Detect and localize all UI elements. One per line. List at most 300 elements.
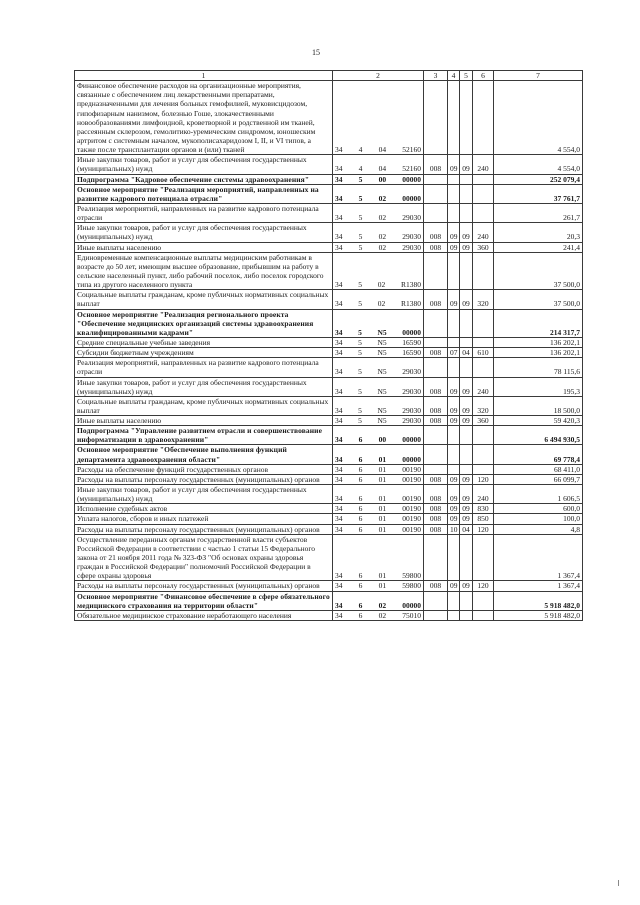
section-code (448, 426, 460, 445)
section-code (448, 81, 460, 155)
amount: 59 420,3 (494, 416, 583, 426)
section-code (448, 358, 460, 377)
code-program: 34 (335, 145, 343, 155)
subsection-code: 09 (460, 223, 473, 242)
row-name: Обязательное медицинское страхование неработающего населения (75, 610, 333, 620)
target-article-code (333, 309, 424, 337)
row-name: Расходы на выплаты персоналу государственных (муниципальных) органов (75, 581, 333, 591)
code-subprogram: 5 (358, 174, 363, 184)
row-name: Основное мероприятие "Финансовое обеспечение в сфере обязательного медицинского страхования на территории области" (75, 591, 333, 610)
row-name: Основное мероприятие "Реализация регионального проекта "Обеспечение медицинских организаций системы здравоохранения квалифицированными кадрами" (75, 309, 333, 337)
code-subprogram: 6 (358, 600, 363, 610)
subsection-code (460, 464, 473, 474)
code-program: 34 (335, 164, 343, 174)
amount: 20,3 (494, 223, 583, 242)
header-col-7: 7 (494, 71, 583, 81)
section-code: 07 (448, 348, 460, 358)
code-measure: 02 (378, 610, 387, 620)
code-program: 34 (335, 464, 343, 474)
amount: 37 761,7 (494, 184, 583, 203)
target-article-code (333, 223, 424, 242)
table-row (75, 474, 583, 484)
ministry-code: 008 (424, 242, 448, 252)
subsection-code: 09 (460, 504, 473, 514)
target-article-code (333, 416, 424, 426)
amount: 600,0 (494, 504, 583, 514)
code-program: 34 (335, 280, 343, 290)
table-row (75, 514, 583, 524)
code-direction: 29030 (402, 242, 421, 252)
code-direction: 00000 (402, 435, 421, 445)
code-subprogram: 4 (358, 164, 363, 174)
table-row (75, 203, 583, 222)
amount: 6 494 930,5 (494, 426, 583, 445)
ministry-code (424, 184, 448, 203)
code-program: 34 (335, 474, 343, 484)
subsection-code (460, 252, 473, 290)
code-subprogram: 4 (358, 145, 363, 155)
row-name: Иные закупки товаров, работ и услуг для обеспечения государственных (муниципальных) нужд (75, 223, 333, 242)
target-article-code (333, 581, 424, 591)
row-name: Единовременные компенсационные выплаты медицинским работникам в возрасте до 50 лет, имеющим высшее образование, прибывшим на работу в сельские населенный пункт, либо рабочий поселок, либо поселок городского типа из другого населенного пункта (75, 252, 333, 290)
subsection-code: 04 (460, 524, 473, 534)
section-code: 09 (448, 581, 460, 591)
table-row (75, 348, 583, 358)
expense-type-code (473, 610, 494, 620)
ministry-code (424, 358, 448, 377)
ministry-code: 008 (424, 485, 448, 504)
code-measure: 01 (378, 504, 387, 514)
target-article-code (333, 184, 424, 203)
expense-type-code: 120 (473, 524, 494, 534)
row-name: Социальные выплаты гражданам, кроме публичных нормативных социальных выплат (75, 290, 333, 309)
target-article-code (333, 348, 424, 358)
code-direction: 29030 (402, 232, 421, 242)
target-article-code (333, 524, 424, 534)
amount: 100,0 (494, 514, 583, 524)
ministry-code (424, 81, 448, 155)
section-code: 09 (448, 242, 460, 252)
code-direction: 16590 (402, 337, 421, 347)
ministry-code: 008 (424, 223, 448, 242)
expense-type-code: 360 (473, 242, 494, 252)
code-subprogram: 5 (358, 299, 362, 309)
table-row (75, 485, 583, 504)
expense-type-code (473, 203, 494, 222)
row-name: Социальные выплаты гражданам, кроме публичных нормативных социальных выплат (75, 396, 333, 415)
code-program: 34 (335, 337, 343, 347)
target-article-code (333, 426, 424, 445)
header-col-5: 5 (460, 71, 473, 81)
row-name: Иные закупки товаров, работ и услуг для обеспечения государственных (муниципальных) нужд (75, 377, 333, 396)
code-program: 34 (335, 299, 343, 309)
code-program: 34 (335, 524, 343, 534)
code-measure: 02 (378, 600, 387, 610)
section-code: 09 (448, 514, 460, 524)
amount: 66 099,7 (494, 474, 583, 484)
code-program: 34 (335, 367, 343, 377)
section-code (448, 337, 460, 347)
row-name: Подпрограмма "Кадровое обеспечение системы здравоохранения" (75, 174, 333, 184)
code-measure: N5 (377, 416, 387, 426)
code-direction: 00000 (402, 174, 421, 184)
code-measure: 04 (378, 164, 387, 174)
target-article-code (333, 252, 424, 290)
table-row (75, 242, 583, 252)
expense-type-code (473, 184, 494, 203)
row-name: Иные выплаты населению (75, 242, 333, 252)
target-article-code (333, 337, 424, 347)
row-name: Расходы на выплаты персоналу государственных (муниципальных) органов (75, 474, 333, 484)
code-subprogram: 5 (358, 337, 362, 347)
code-program: 34 (335, 405, 343, 415)
ministry-code: 008 (424, 396, 448, 415)
table-row (75, 377, 583, 396)
code-subprogram: 5 (358, 213, 363, 223)
amount: 4,8 (494, 524, 583, 534)
row-name: Иные закупки товаров, работ и услуг для обеспечения государственных (муниципальных) нужд (75, 155, 333, 174)
code-direction: 16590 (402, 348, 421, 358)
target-article-code (333, 396, 424, 415)
amount: 5 918 482,0 (494, 591, 583, 610)
section-code: 09 (448, 290, 460, 309)
row-name: Субсидии бюджетным учреждениям (75, 348, 333, 358)
section-code: 09 (448, 485, 460, 504)
ministry-code: 008 (424, 514, 448, 524)
code-direction: 29030 (402, 386, 421, 396)
expense-type-code: 240 (473, 223, 494, 242)
code-subprogram: 6 (358, 581, 363, 591)
code-measure: 01 (378, 571, 387, 581)
code-program: 34 (335, 610, 343, 620)
code-measure: 00 (378, 174, 387, 184)
target-article-code (333, 610, 424, 620)
code-direction: 29030 (402, 367, 421, 377)
code-program: 34 (335, 454, 343, 464)
expense-type-code (473, 358, 494, 377)
code-program: 34 (335, 600, 343, 610)
page-number: 15 (312, 48, 320, 57)
expense-type-code: 610 (473, 348, 494, 358)
header-col-4: 4 (448, 71, 460, 81)
code-subprogram: 5 (358, 193, 363, 203)
amount: 195,3 (494, 377, 583, 396)
expense-type-code: 240 (473, 377, 494, 396)
amount: 69 778,4 (494, 445, 583, 464)
code-measure: N5 (377, 337, 387, 347)
code-measure: N5 (377, 405, 387, 415)
expense-type-code (473, 337, 494, 347)
target-article-code (333, 242, 424, 252)
code-subprogram: 6 (358, 474, 363, 484)
code-direction: 00190 (402, 464, 421, 474)
header-col-6: 6 (473, 71, 494, 81)
code-program: 34 (335, 386, 343, 396)
table-row (75, 426, 583, 445)
section-code (448, 184, 460, 203)
code-direction: R1380 (400, 280, 421, 290)
budget-table (74, 70, 583, 621)
ministry-code (424, 337, 448, 347)
code-subprogram: 5 (358, 416, 362, 426)
code-program: 34 (335, 193, 343, 203)
expense-type-code: 830 (473, 504, 494, 514)
code-measure: N5 (377, 327, 387, 337)
ministry-code (424, 445, 448, 464)
ministry-code (424, 534, 448, 581)
code-direction: 75010 (402, 610, 421, 620)
amount: 4 554,0 (494, 81, 583, 155)
code-subprogram: 6 (358, 435, 363, 445)
target-article-code (333, 591, 424, 610)
code-direction: 52160 (402, 145, 421, 155)
code-subprogram: 5 (358, 386, 362, 396)
section-code: 10 (448, 524, 460, 534)
page-edge-mark (618, 880, 619, 886)
table-row (75, 504, 583, 514)
code-direction: 29030 (402, 405, 421, 415)
ministry-code: 008 (424, 474, 448, 484)
target-article-code (333, 445, 424, 464)
header-col-1: 1 (75, 71, 333, 81)
expense-type-code: 240 (473, 485, 494, 504)
row-name: Уплата налогов, сборов и иных платежей (75, 514, 333, 524)
expense-type-code (473, 252, 494, 290)
subsection-code (460, 337, 473, 347)
target-article-code (333, 174, 424, 184)
code-subprogram: 6 (358, 454, 363, 464)
ministry-code (424, 591, 448, 610)
ministry-code: 008 (424, 524, 448, 534)
code-measure: 01 (378, 474, 387, 484)
row-name: Средние специальные учебные заведения (75, 337, 333, 347)
section-code (448, 534, 460, 581)
table-row (75, 591, 583, 610)
code-direction: 00000 (402, 193, 421, 203)
code-subprogram: 5 (358, 405, 362, 415)
ministry-code (424, 252, 448, 290)
expense-type-code: 320 (473, 290, 494, 309)
amount: 68 411,0 (494, 464, 583, 474)
table-row (75, 396, 583, 415)
expense-type-code (473, 445, 494, 464)
code-direction: 00190 (402, 504, 421, 514)
ministry-code: 008 (424, 155, 448, 174)
section-code (448, 309, 460, 337)
code-subprogram: 6 (358, 571, 363, 581)
expense-type-code (473, 309, 494, 337)
target-article-code (333, 474, 424, 484)
amount: 136 202,1 (494, 348, 583, 358)
code-direction: 00000 (402, 454, 421, 464)
expense-type-code (473, 591, 494, 610)
code-measure: 02 (378, 193, 387, 203)
target-article-code (333, 203, 424, 222)
code-measure: 02 (378, 242, 387, 252)
table-row (75, 610, 583, 620)
code-program: 34 (335, 435, 343, 445)
code-subprogram: 5 (358, 367, 362, 377)
section-code (448, 174, 460, 184)
row-name: Расходы на выплаты персоналу государственных (муниципальных) органов (75, 524, 333, 534)
ministry-code (424, 309, 448, 337)
amount: 1 606,5 (494, 485, 583, 504)
header-row (75, 71, 583, 81)
table-row (75, 464, 583, 474)
code-measure: N5 (377, 367, 387, 377)
section-code (448, 591, 460, 610)
code-direction: 29030 (402, 213, 421, 223)
target-article-code (333, 81, 424, 155)
section-code (448, 610, 460, 620)
subsection-code (460, 591, 473, 610)
table-row (75, 81, 583, 155)
section-code (448, 203, 460, 222)
code-measure: 01 (378, 454, 387, 464)
target-article-code (333, 485, 424, 504)
code-direction: 00000 (402, 327, 421, 337)
code-measure: 01 (378, 464, 387, 474)
ministry-code (424, 464, 448, 474)
code-measure: 02 (378, 213, 387, 223)
amount: 37 500,0 (494, 252, 583, 290)
expense-type-code (473, 426, 494, 445)
target-article-code (333, 534, 424, 581)
section-code: 09 (448, 155, 460, 174)
code-program: 34 (335, 232, 343, 242)
table-row (75, 290, 583, 309)
amount: 5 918 482,0 (494, 610, 583, 620)
row-name: Исполнение судебных актов (75, 504, 333, 514)
code-measure: 01 (378, 514, 387, 524)
code-subprogram: 5 (358, 232, 363, 242)
code-direction: 59800 (402, 571, 421, 581)
section-code: 09 (448, 377, 460, 396)
expense-type-code: 240 (473, 155, 494, 174)
subsection-code: 09 (460, 485, 473, 504)
code-subprogram: 5 (358, 242, 363, 252)
target-article-code (333, 514, 424, 524)
amount: 4 554,0 (494, 155, 583, 174)
code-direction: 52160 (402, 164, 421, 174)
code-measure: 01 (378, 524, 387, 534)
code-measure: 02 (377, 280, 386, 290)
table-row (75, 337, 583, 347)
code-subprogram: 6 (358, 524, 363, 534)
table-row (75, 416, 583, 426)
expense-type-code: 850 (473, 514, 494, 524)
target-article-code (333, 464, 424, 474)
subsection-code: 09 (460, 155, 473, 174)
ministry-code: 008 (424, 290, 448, 309)
section-code: 09 (448, 396, 460, 415)
amount: 252 079,4 (494, 174, 583, 184)
ministry-code: 008 (424, 504, 448, 514)
expense-type-code: 360 (473, 416, 494, 426)
table-row (75, 184, 583, 203)
code-subprogram: 6 (358, 494, 363, 504)
subsection-code: 09 (460, 290, 473, 309)
section-code: 09 (448, 504, 460, 514)
code-subprogram: 5 (358, 327, 362, 337)
row-name: Подпрограмма "Управление развитием отрасли и совершенствование информатизации в здравоохранении" (75, 426, 333, 445)
row-name: Иные выплаты населению (75, 416, 333, 426)
row-name: Расходы на обеспечение функций государственных органов (75, 464, 333, 474)
target-article-code (333, 504, 424, 514)
code-subprogram: 6 (358, 464, 363, 474)
ministry-code (424, 426, 448, 445)
code-program: 34 (335, 242, 343, 252)
amount: 1 367,4 (494, 581, 583, 591)
code-measure: 01 (378, 494, 387, 504)
amount: 18 500,0 (494, 396, 583, 415)
code-direction: 00000 (402, 600, 421, 610)
subsection-code (460, 445, 473, 464)
target-article-code (333, 377, 424, 396)
row-name: Основное мероприятие "Обеспечение выполнения функций департамента здравоохранения области" (75, 445, 333, 464)
code-program: 34 (335, 416, 343, 426)
code-measure: 02 (378, 232, 387, 242)
code-program: 34 (335, 327, 343, 337)
code-direction: 29030 (402, 416, 421, 426)
subsection-code (460, 203, 473, 222)
table-row (75, 223, 583, 242)
subsection-code: 09 (460, 242, 473, 252)
code-direction: 00190 (402, 524, 421, 534)
code-program: 34 (335, 581, 343, 591)
subsection-code: 04 (460, 348, 473, 358)
section-code (448, 445, 460, 464)
section-code (448, 464, 460, 474)
header-col-3: 3 (424, 71, 448, 81)
ministry-code: 008 (424, 377, 448, 396)
section-code: 09 (448, 474, 460, 484)
amount: 37 500,0 (494, 290, 583, 309)
code-measure: 00 (378, 435, 387, 445)
header-col-2: 2 (333, 71, 424, 81)
code-subprogram: 6 (358, 514, 363, 524)
code-program: 34 (335, 174, 343, 184)
subsection-code (460, 610, 473, 620)
code-program: 34 (335, 514, 343, 524)
code-subprogram: 6 (358, 504, 363, 514)
code-direction: 59800 (402, 581, 421, 591)
code-direction: 00190 (402, 514, 421, 524)
table-row (75, 445, 583, 464)
subsection-code: 09 (460, 377, 473, 396)
ministry-code (424, 174, 448, 184)
subsection-code: 09 (460, 416, 473, 426)
row-name: Осуществление переданных органам государственной власти субъектов Российской Федерации в соответствии с частью 1 статьи 15 Федерального закона от 21 ноября 2011 года № 323-ФЗ "Об основах охраны здоровья граждан в Российской Федерации" полномочий Российской Федерации в сфере охраны здоровья (75, 534, 333, 581)
expense-type-code: 320 (473, 396, 494, 415)
code-direction: 00190 (402, 494, 421, 504)
ministry-code: 008 (424, 348, 448, 358)
row-name: Основное мероприятие "Реализация мероприятий, направленных на развитие кадрового потенциала отрасли" (75, 184, 333, 203)
code-program: 34 (335, 504, 343, 514)
table-row (75, 524, 583, 534)
table-row (75, 358, 583, 377)
table-row (75, 309, 583, 337)
code-program: 34 (335, 571, 343, 581)
expense-type-code (473, 464, 494, 474)
subsection-code (460, 174, 473, 184)
table-row (75, 155, 583, 174)
ministry-code (424, 203, 448, 222)
target-article-code (333, 358, 424, 377)
table-row (75, 534, 583, 581)
code-measure: N5 (377, 386, 387, 396)
subsection-code (460, 358, 473, 377)
